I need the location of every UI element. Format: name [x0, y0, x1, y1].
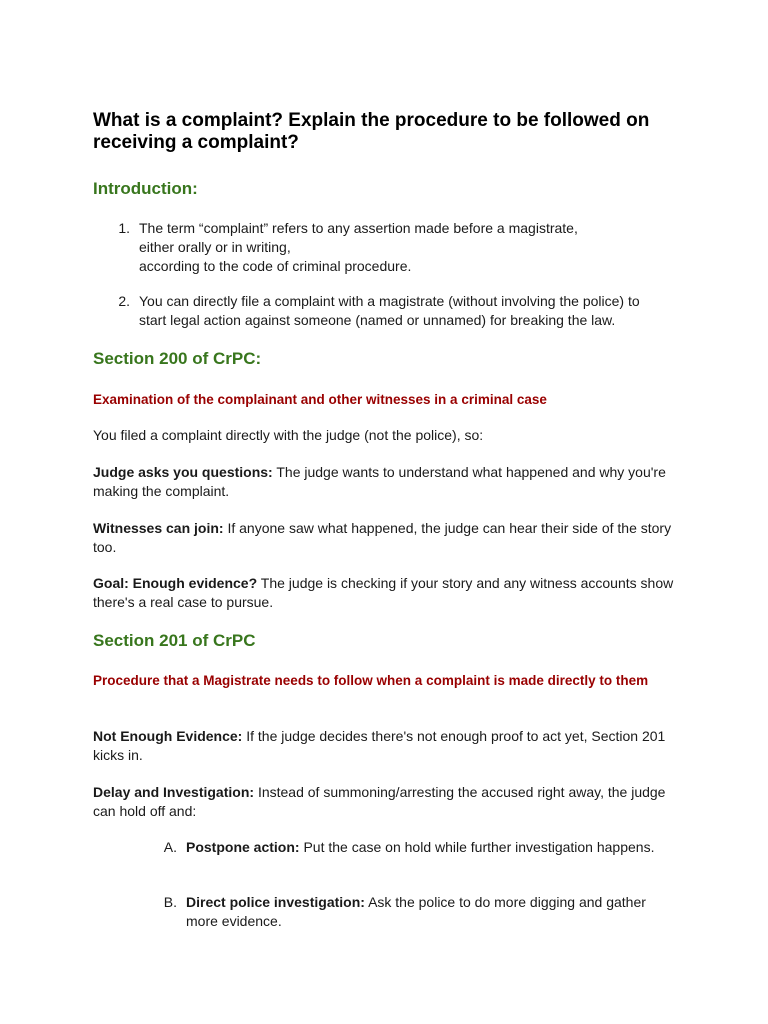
section-201-point	[93, 727, 683, 765]
section-200-subheading: Examination of the complainant and other witnesses in a criminal case	[93, 392, 547, 407]
point-label: Not Enough Evidence:	[93, 728, 243, 744]
point-text: The judge wants to understand what happened and why you're making the complaint.	[93, 464, 666, 499]
list-item-line: You can directly file a complaint with a magistrate (without involving the police) to	[139, 293, 640, 309]
option-text	[186, 893, 681, 931]
option-body: Ask the police to do more digging and gather more evidence.	[186, 894, 646, 929]
section-201-subheading: Procedure that a Magistrate needs to follow when a complaint is made directly to them	[93, 673, 649, 688]
point-label: Witnesses can join:	[93, 520, 224, 536]
section-200-point	[93, 574, 683, 612]
section-201-heading: Section 201 of CrPC	[93, 631, 256, 650]
section-200-point	[93, 463, 683, 501]
section-200-intro: You filed a complaint directly with the judge (not the police), so:	[93, 427, 484, 443]
option-body: Put the case on hold while further investigation happens.	[303, 839, 655, 855]
point-text: Instead of summoning/arresting the accused right away, the judge can hold off and:	[93, 784, 666, 819]
section-201-point	[93, 783, 683, 821]
list-marker: 2.	[118, 293, 130, 309]
list-item-line: either orally or in writing,	[139, 239, 291, 255]
point-text: If the judge decides there's not enough proof to act yet, Section 201 kicks in.	[93, 728, 666, 763]
section-200-point	[93, 519, 683, 557]
option-marker: B.	[163, 894, 177, 910]
option-marker: A.	[163, 839, 177, 855]
introduction-heading: Introduction:	[93, 179, 198, 198]
point-label: Goal: Enough evidence?	[93, 575, 258, 591]
point-label: Judge asks you questions:	[93, 464, 273, 480]
list-item-line: The term “complaint” refers to any assertion made before a magistrate,	[139, 220, 578, 236]
section-200-heading: Section 200 of CrPC:	[93, 349, 262, 368]
point-text: The judge is checking if your story and any witness accounts show there's a real case to pursue.	[93, 575, 674, 610]
option-text	[186, 838, 666, 857]
list-marker: 1.	[118, 220, 130, 236]
option-label: Direct police investigation:	[186, 894, 365, 910]
page-title: What is a complaint? Explain the procedure to be followed on receiving a complaint?	[93, 110, 650, 153]
list-item-line: according to the code of criminal procedure.	[139, 258, 412, 274]
option-label: Postpone action:	[186, 839, 300, 855]
list-item-line: start legal action against someone (named or unnamed) for breaking the law.	[139, 312, 616, 328]
list-item-text	[139, 219, 699, 276]
point-label: Delay and Investigation:	[93, 784, 255, 800]
point-text: If anyone saw what happened, the judge can hear their side of the story too.	[93, 520, 672, 555]
list-item-text	[139, 292, 699, 330]
